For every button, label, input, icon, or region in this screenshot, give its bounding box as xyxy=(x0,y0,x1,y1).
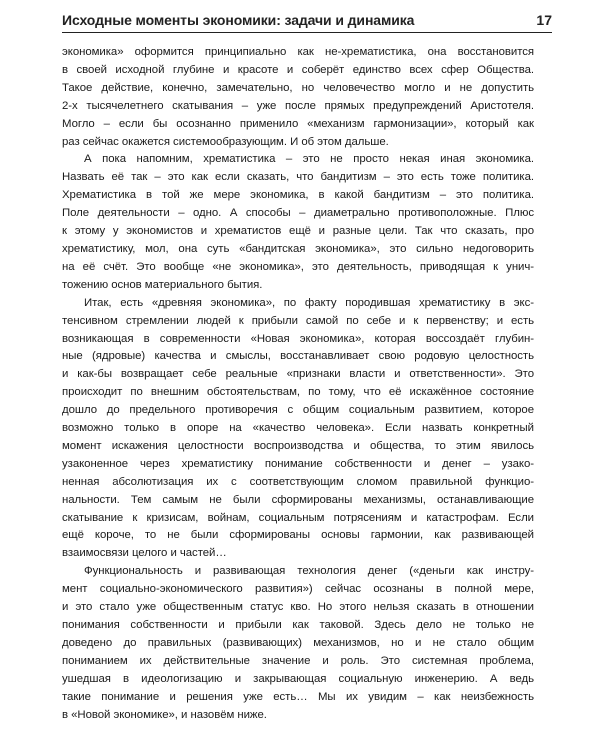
text-line: ненная абсолютизация их с соответствующим сломом правильной функцио- xyxy=(62,475,534,488)
text-line: ещё короче, то не были сформированы основы гармонии, как развивающей xyxy=(62,529,534,542)
text-line: дошло до предельного противоречия с общим социальным развитием, которое xyxy=(62,404,534,417)
text-line: на её счёт. Это вообще «не экономика», это деятельность, приводящая к унич- xyxy=(62,260,534,273)
text-line: раз сейчас окажется системообразующим. И об этом дальше. xyxy=(62,135,389,148)
text-line: Хрематистика в той же мере экономика, в какой бандитизм – это политика. xyxy=(62,189,534,202)
text-line: происходит по внешним обстоятельствам, по тому, что её искажённое состояние xyxy=(62,386,534,399)
running-header xyxy=(62,10,552,33)
text-line: узаконенное через хрематистику понимание собственности и денег – узако- xyxy=(62,457,534,470)
text-line: Могло – если бы осознанно применило «механизм гармонизации», который как xyxy=(62,117,534,130)
text-line: мент социально-экономического развития») сейчас осознаны в полной мере, xyxy=(62,583,534,596)
text-line: экономика» оформится принципиально как не-хрематистика, она восстановится xyxy=(62,46,534,58)
paragraph xyxy=(62,563,534,724)
paragraph xyxy=(62,44,534,151)
text-line: тожению основ материального бытия. xyxy=(62,278,263,291)
text-line: Назвать её так – это как если сказать, что бандитизм – это есть тоже политика. xyxy=(62,171,534,184)
text-line: такие понимание и решения уже есть… Мы их увидим – как неизбежность xyxy=(62,690,534,703)
text-line: ушедшая в идеологизацию и закрывающая социальную инженерию. А ведь xyxy=(62,672,534,685)
text-line: ные (ядровые) качества и смыслы, восстанавливает свою родовую целостность xyxy=(62,350,534,363)
text-line: хрематистику, мол, она суть «бандитская экономика», это сильно недоговорить xyxy=(62,242,534,255)
text-line: скатывание к кризисам, войнам, социальным потрясениям и катастрофам. Если xyxy=(62,511,534,524)
text-line: нальности. Тем самым не были сформированы механизмы, останавливающие xyxy=(62,493,534,506)
text-line: к этому у экономистов и хрематистов ещё и разные цели. Так что сказать, про xyxy=(62,225,534,238)
text-line: А пока напомним, хрематистика – это не просто некая иная экономика. xyxy=(84,153,534,166)
text-line: пониманием их действительные значение и роль. Это системная проблема, xyxy=(62,654,534,667)
text-line: Функциональность и развивающая технология денег («деньги как инстру- xyxy=(84,565,534,578)
text-line: и это стало уже общественным статус кво. Но этого нельзя сказать в отношении xyxy=(62,601,534,614)
text-line: в своей исходной глубине и красоте и соберёт единство всех сфер Общества. xyxy=(62,63,534,76)
paragraph xyxy=(62,295,534,564)
text-line: понимания собственности и прибыли как таковой. Здесь дело не только не xyxy=(62,619,534,631)
text-line: Итак, есть «древняя экономика», по факту породившая хрематистику в экс- xyxy=(84,296,534,309)
chapter-title: Исходные моменты экономики: задачи и динамика xyxy=(62,12,415,28)
body-text xyxy=(62,44,534,724)
page-number: 17 xyxy=(536,12,552,28)
text-line: взаимосвязи целого и частей… xyxy=(62,547,227,560)
text-line: и как-бы возвращает себе реальные «признаки власти и ответственности». Это xyxy=(62,368,534,381)
text-line: доведено до правильных (развивающих) механизмов, но и не стало общим xyxy=(62,636,534,649)
text-line: тенсивном стремлении людей к прибыли самой по себе и к первенству; и есть xyxy=(62,314,534,327)
text-line: в «Новой экономике», и назовём ниже. xyxy=(62,708,267,721)
paragraph xyxy=(62,151,534,294)
text-line: возможно только в опоре на «качество человека». Если назвать конкретный xyxy=(62,422,534,435)
text-line: 2-х тысячелетнего скатывания – уже после прямых предупреждений Аристотеля. xyxy=(62,99,534,112)
text-line: Поле деятельности – одно. А способы – диаметрально противоположные. Плюс xyxy=(62,207,534,220)
text-line: Такое действие, конечно, замечательно, но человечество могло и не допустить xyxy=(62,81,534,94)
text-line: возникающая в современности «Новая экономика», которая воссоздаёт глубин- xyxy=(62,332,534,345)
text-line: момент искажения целостности воспроизводства и общества, то этим явилось xyxy=(62,439,534,452)
